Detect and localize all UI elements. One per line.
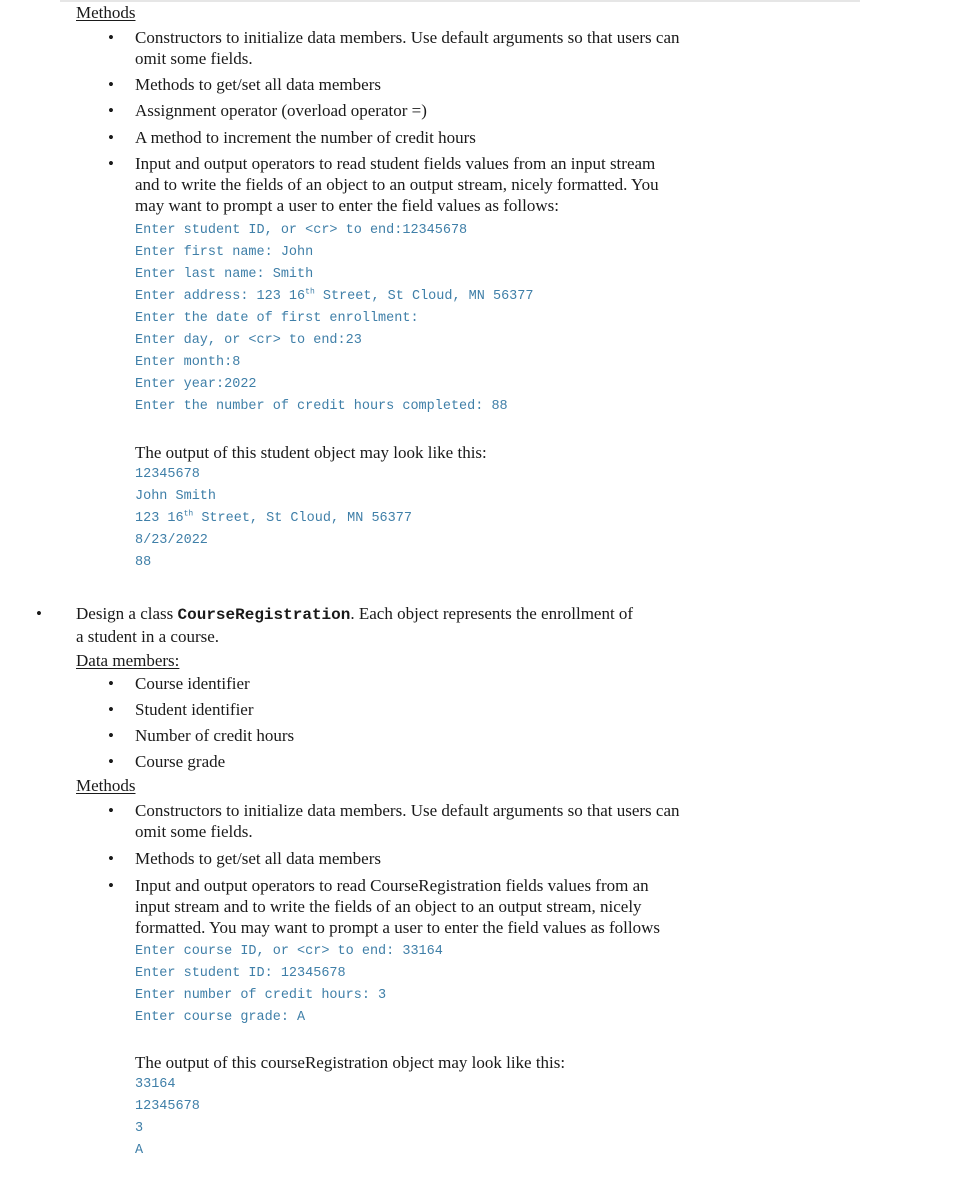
prompt-line: Enter course ID, or <cr> to end: 33164 [135,944,443,959]
prompt-line: Enter year:2022 [135,377,257,392]
method-bullet-assignment [108,100,745,121]
data-members-heading: Data members: [76,651,180,670]
bullet-glyph: • [108,726,114,745]
bullet-glyph: • [108,801,114,820]
bullet-line: Input and output operators to read CourseRegistration fields values from an [135,876,649,895]
address-prefix: Enter address: 123 16 [135,289,306,304]
prompt-line-address [135,286,534,308]
prompt-line: Enter last name: Smith [135,267,314,282]
ordinal-sup: th [183,509,194,519]
bullet-glyph: • [36,604,42,623]
data-member-student-id [108,699,745,720]
bullet-line: Constructors to initialize data members. Use default arguments so that users can [135,28,680,47]
methods-heading-2: Methods [76,776,136,795]
data-member-course-grade [108,751,745,772]
method-bullet-io-1 [108,153,745,216]
bullet-line: Methods to get/set all data members [135,849,381,868]
prompt-line: Enter first name: John [135,245,314,260]
method-bullet-constructors-1 [108,27,745,69]
bullet-glyph: • [108,674,114,693]
methods-heading-1: Methods [76,3,136,22]
prompt-line: Enter course grade: A [135,1010,306,1025]
data-member-credit-hours [108,725,745,746]
prompt-line: Enter the number of credit hours completed: 88 [135,399,508,414]
prompt-line: Enter student ID: 12345678 [135,966,346,981]
address-prefix: 123 16 [135,511,184,526]
design-suffix: . Each object represents the enrollment of [350,604,634,623]
bullet-line: Input and output operators to read student fields values from an input stream [135,154,656,173]
bullet-line: input stream and to write the fields of an object to an output stream, nicely [135,897,642,916]
bullet-line: Student identifier [135,700,254,719]
bullet-glyph: • [108,700,114,719]
prompt-line: Enter number of credit hours: 3 [135,988,387,1003]
course-output-block [135,1074,200,1162]
method-bullet-constructors-2 [108,800,745,842]
output-line: 8/23/2022 [135,533,208,548]
student-output-block [135,464,412,574]
bullet-line: Constructors to initialize data members. Use default arguments so that users can [135,801,680,820]
course-prompt-block [135,941,443,1029]
address-rest: Street, St Cloud, MN 56377 [314,289,534,304]
output-line: John Smith [135,489,217,504]
bullet-glyph: • [108,101,114,120]
bullet-line: Course identifier [135,674,250,693]
bullet-glyph: • [108,128,114,147]
output-line-address [135,508,412,530]
top-divider [60,0,860,2]
bullet-line: may want to prompt a user to enter the field values as follows: [135,196,559,215]
bullet-line: Course grade [135,752,226,771]
output-line: 12345678 [135,467,200,482]
output-line: 3 [135,1121,144,1136]
method-bullet-getset-1 [108,74,745,95]
design-prefix: Design a class [76,604,178,623]
prompt-line: Enter student ID, or <cr> to end:12345678 [135,223,468,238]
bullet-glyph: • [108,876,114,895]
student-prompt-block [135,220,534,418]
prompt-line: Enter month:8 [135,355,241,370]
design-class-bullet [36,603,756,647]
bullet-line: Assignment operator (overload operator =) [135,101,427,120]
method-bullet-getset-2 [108,848,745,869]
bullet-line: Number of credit hours [135,726,295,745]
data-member-course-id [108,673,745,694]
bullet-glyph: • [108,849,114,868]
output-line: 88 [135,555,152,570]
method-bullet-io-2 [108,875,745,938]
bullet-glyph: • [108,75,114,94]
ordinal-sup: th [305,287,315,297]
bullet-glyph: • [108,28,114,47]
class-name: CourseRegistration [177,606,351,624]
output-line: A [135,1143,144,1158]
design-line-1 [76,603,756,626]
student-output-intro: The output of this student object may look like this: [135,443,487,462]
bullet-glyph: • [108,154,114,173]
bullet-line: formatted. You may want to prompt a user to enter the field values as follows [135,918,660,937]
bullet-line: and to write the fields of an object to an output stream, nicely formatted. You [135,175,659,194]
output-line: 12345678 [135,1099,200,1114]
method-bullet-increment [108,127,745,148]
address-rest: Street, St Cloud, MN 56377 [193,511,412,526]
output-line: 33164 [135,1077,176,1092]
design-line-2: a student in a course. [76,627,220,646]
bullet-line: omit some fields. [135,49,253,68]
bullet-line: A method to increment the number of credit hours [135,128,476,147]
course-output-intro: The output of this courseRegistration object may look like this: [135,1053,566,1072]
prompt-line: Enter day, or <cr> to end:23 [135,333,362,348]
bullet-glyph: • [108,752,114,771]
bullet-line: omit some fields. [135,822,253,841]
prompt-line: Enter the date of first enrollment: [135,311,419,326]
bullet-line: Methods to get/set all data members [135,75,381,94]
